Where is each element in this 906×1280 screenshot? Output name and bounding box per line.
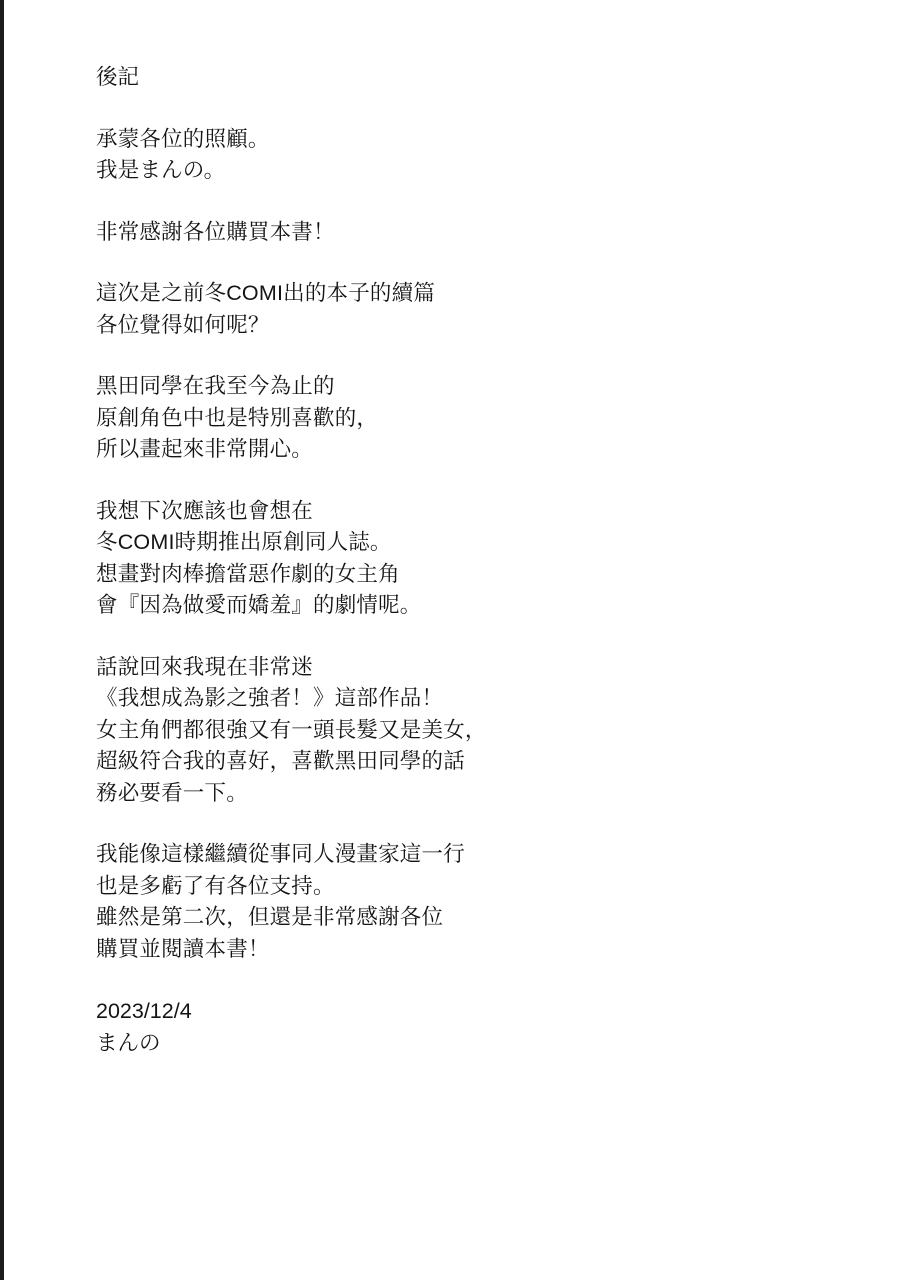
paragraph-thanks	[96, 217, 836, 249]
page-title: 後記	[96, 65, 140, 89]
paragraph-line: 話說回來我現在非常迷	[96, 654, 314, 679]
paragraph-line: 黑田同學在我至今為止的	[96, 374, 335, 398]
paragraph-line: 《我想成為影之強者！》這部作品！	[96, 686, 444, 710]
paragraph-sequel	[96, 278, 836, 341]
page-title-block	[96, 62, 836, 94]
paragraph-line: 購買並閱讀本書！	[96, 936, 270, 961]
paragraph-line: 也是多虧了有各位支持。	[96, 873, 335, 898]
paragraph-line: 會『因為做愛而嬌羞』的劇情呢。	[96, 593, 422, 617]
paragraph-line: 想畫對肉棒擔當惡作劇的女主角	[96, 561, 400, 586]
paragraph-line: 女主角們都很強又有一頭長髮又是美女，	[96, 717, 487, 742]
paragraph-character	[96, 371, 836, 466]
signature-block	[96, 995, 836, 1059]
paragraph-recommendation	[96, 652, 836, 810]
paragraph-line: 我想下次應該也會想在	[96, 498, 314, 523]
paragraph-line: 雖然是第二次，但還是非常感謝各位	[96, 905, 444, 929]
paragraph-line: 各位覺得如何呢？	[96, 312, 270, 337]
paragraph-greeting	[96, 124, 836, 187]
paragraph-line: 原創角色中也是特別喜歡的，	[96, 405, 379, 430]
paragraph-line: 所以畫起來非常開心。	[96, 437, 314, 461]
signature-author: まんの	[96, 1031, 161, 1055]
paragraph-closing	[96, 839, 836, 965]
paragraph-line: 務必要看一下。	[96, 780, 248, 805]
paragraph-line: 我是まんの。	[96, 158, 226, 182]
afterword-content	[96, 62, 836, 1059]
paragraph-line: 超級符合我的喜好，喜歡黑田同學的話	[96, 749, 465, 773]
paragraph-line: 非常感謝各位購買本書！	[96, 219, 335, 244]
page-left-edge-bar	[0, 0, 4, 1280]
paragraph-line: 承蒙各位的照顧。	[96, 126, 270, 151]
paragraph-line: 我能像這樣繼續從事同人漫畫家這一行	[96, 842, 465, 866]
paragraph-line: 冬COMI時期推出原創同人誌。	[96, 530, 392, 554]
signature-date: 2023/12/4	[96, 999, 192, 1023]
paragraph-next-plan	[96, 496, 836, 622]
paragraph-line: 這次是之前冬COMI出的本子的續篇	[96, 281, 436, 305]
